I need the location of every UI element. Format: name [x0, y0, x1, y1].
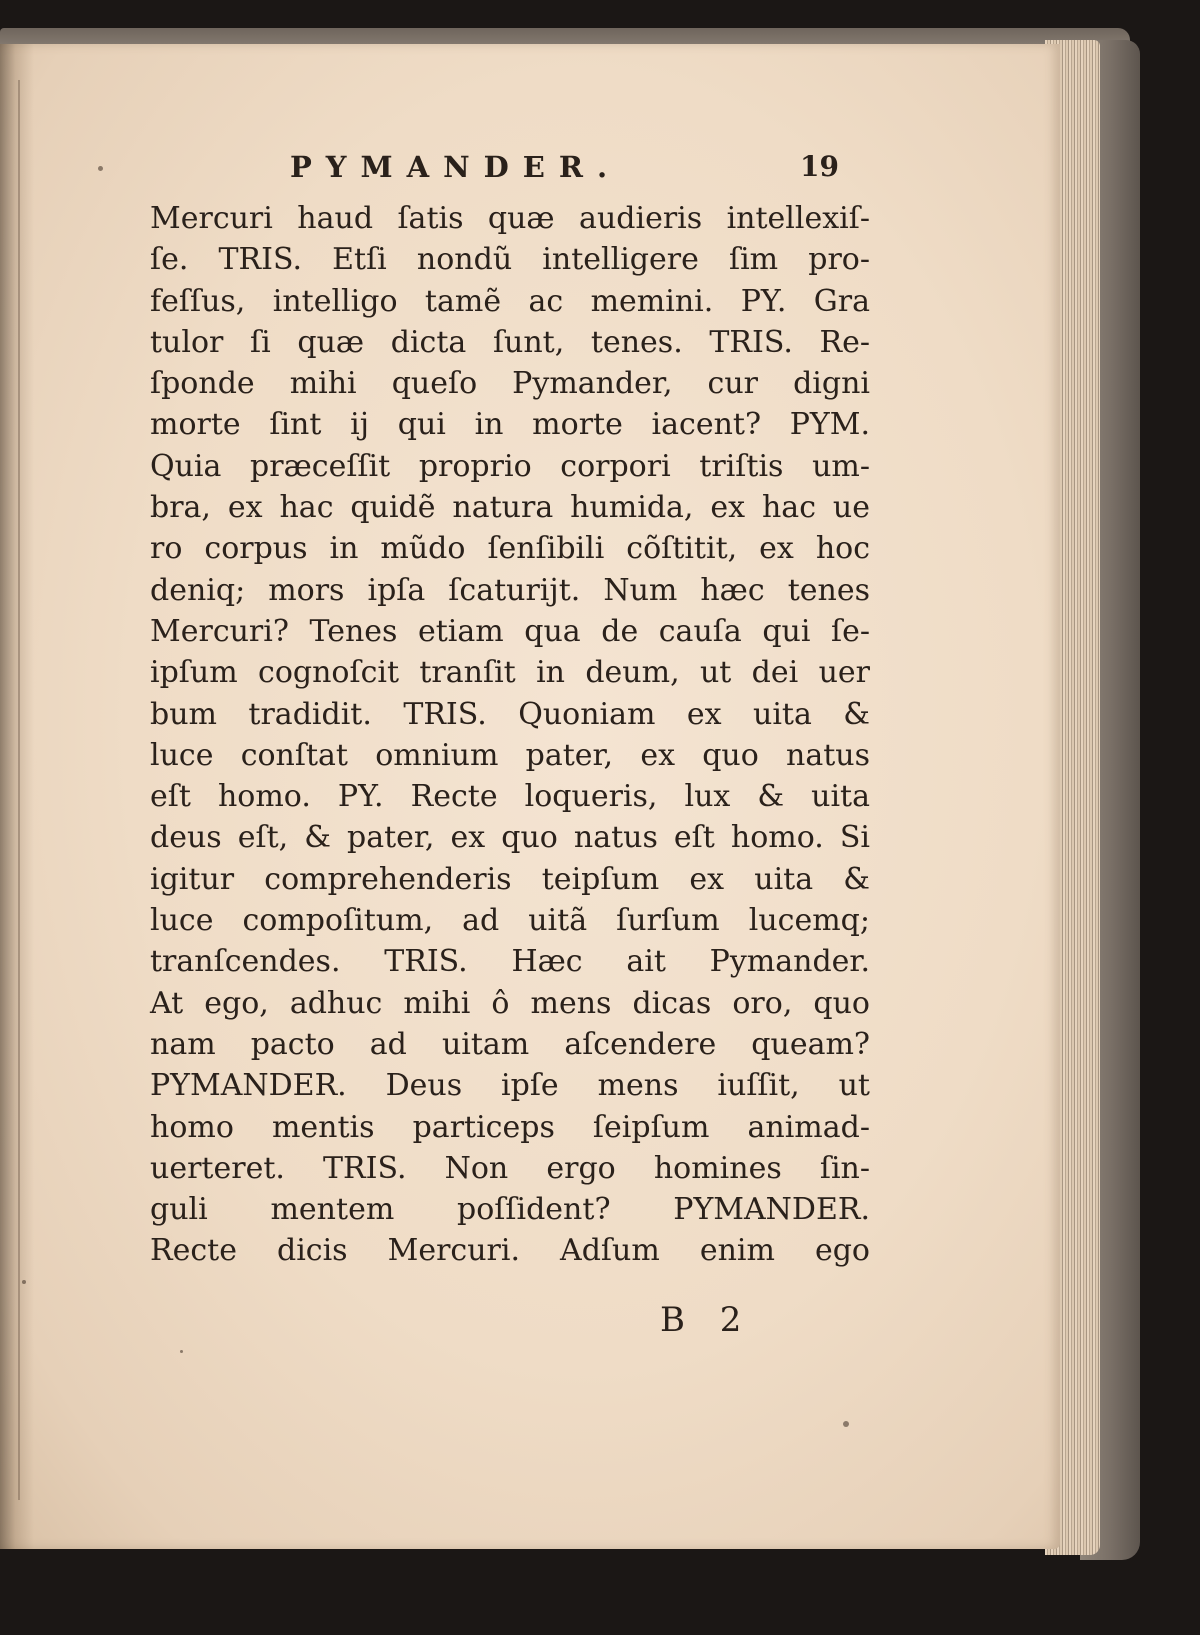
body-text: [150, 198, 870, 1272]
text-line: tranſcendes. TRIS. Hæc ait Pymander.: [150, 944, 870, 980]
text-line: PYMANDER. Deus ipſe mens iuſſit, ut: [150, 1068, 870, 1104]
text-line: eſt homo. PY. Recte loqueris, lux & uita: [150, 779, 870, 815]
text-line: morte ſint ij qui in morte iacent? PYM.: [150, 407, 870, 443]
running-head: PYMANDER.: [290, 150, 622, 184]
gutter-shadow: [0, 44, 34, 1549]
text-line: luce conſtat omnium pater, ex quo natus: [150, 737, 870, 773]
text-line: Mercuri? Tenes etiam qua de cauſa qui ſe-: [150, 613, 870, 649]
text-line: ipſum cognoſcit tranſit in deum, ut dei uer: [150, 655, 870, 691]
text-line: nam pacto ad uitam aſcendere queam?: [150, 1026, 870, 1062]
ink-speck: [98, 166, 103, 171]
text-line: deus eſt, & pater, ex quo natus eſt homo. Si: [150, 820, 870, 856]
text-line: homo mentis particeps ſeipſum animad-: [150, 1109, 870, 1145]
ink-speck: [22, 1280, 26, 1284]
text-line: bum tradidit. TRIS. Quoniam ex uita &: [150, 696, 870, 732]
text-line: ſe. TRIS. Etſi nondũ intelligere ſim pro-: [150, 242, 870, 278]
text-line: feſſus, intelligo tamẽ ac memini. PY. Gra: [150, 283, 870, 319]
text-line: luce compoſitum, ad uitã ſurſum lucemq;: [150, 903, 870, 939]
ink-speck: [843, 1421, 849, 1427]
text-line: ro corpus in mũdo ſenſibili cõſtitit, ex hoc: [150, 531, 870, 567]
text-line: tulor ſi quæ dicta ſunt, tenes. TRIS. Re-: [150, 324, 870, 360]
signature-mark: B 2: [660, 1300, 754, 1340]
text-line: At ego, adhuc mihi ô mens dicas oro, quo: [150, 985, 870, 1021]
text-line: bra, ex hac quidẽ natura humida, ex hac ue: [150, 490, 870, 526]
text-line: Quia præceſſit proprio corpori triſtis um-: [150, 448, 870, 484]
text-line: uerteret. TRIS. Non ergo homines ſin-: [150, 1150, 870, 1186]
ink-speck: [180, 1350, 183, 1353]
text-line: guli mentem poſſident? PYMANDER.: [150, 1192, 870, 1228]
text-line: igitur comprehenderis teipſum ex uita &: [150, 861, 870, 897]
gutter-line: [18, 80, 20, 1500]
text-line: Recte dicis Mercuri. Adſum enim ego: [150, 1233, 870, 1269]
text-line: Mercuri haud ſatis quæ audieris intellexiſ-: [150, 201, 870, 236]
text-line: ſponde mihi queſo Pymander, cur digni: [150, 366, 870, 402]
page-number: 19: [800, 150, 839, 183]
text-line: deniq; mors ipſa ſcaturijt. Num hæc tenes: [150, 572, 870, 608]
